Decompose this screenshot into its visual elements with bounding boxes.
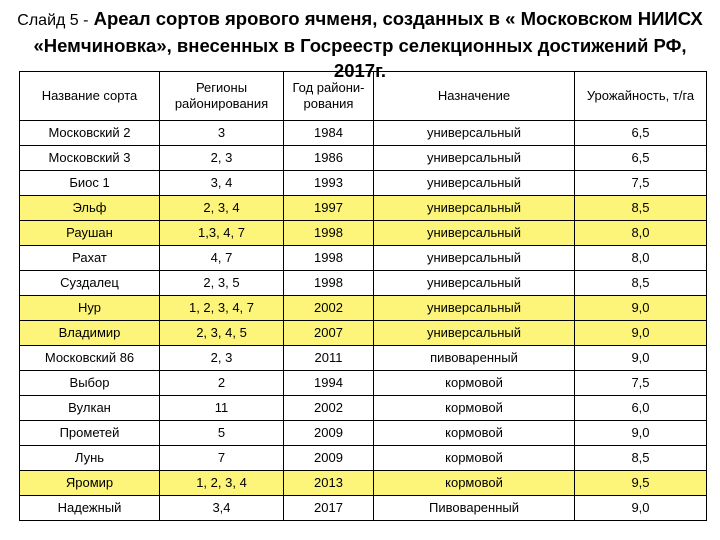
table-row bbox=[20, 246, 707, 271]
cell-purpose: универсальный bbox=[374, 196, 575, 221]
cell-name: Яромир bbox=[20, 471, 160, 496]
table-row bbox=[20, 446, 707, 471]
header-row bbox=[20, 72, 707, 121]
cell-name: Московский 86 bbox=[20, 346, 160, 371]
cell-year: 2017 bbox=[284, 496, 374, 521]
cell-year: 2009 bbox=[284, 446, 374, 471]
cell-yield: 9,0 bbox=[575, 346, 707, 371]
table-row bbox=[20, 371, 707, 396]
cell-regions: 5 bbox=[160, 421, 284, 446]
varieties-table bbox=[19, 71, 707, 521]
cell-yield: 8,5 bbox=[575, 271, 707, 296]
table-row bbox=[20, 296, 707, 321]
table-row bbox=[20, 196, 707, 221]
table-row bbox=[20, 471, 707, 496]
cell-name: Нур bbox=[20, 296, 160, 321]
table-body bbox=[20, 121, 707, 521]
table-row bbox=[20, 346, 707, 371]
cell-purpose: универсальный bbox=[374, 171, 575, 196]
cell-regions: 1, 2, 3, 4 bbox=[160, 471, 284, 496]
cell-name: Московский 2 bbox=[20, 121, 160, 146]
header-yield: Урожайность, т/га bbox=[575, 72, 707, 121]
table-row bbox=[20, 271, 707, 296]
cell-yield: 8,5 bbox=[575, 446, 707, 471]
cell-name: Раушан bbox=[20, 221, 160, 246]
cell-regions: 2, 3, 5 bbox=[160, 271, 284, 296]
cell-regions: 2, 3 bbox=[160, 346, 284, 371]
cell-regions: 11 bbox=[160, 396, 284, 421]
cell-year: 1998 bbox=[284, 221, 374, 246]
cell-yield: 6,5 bbox=[575, 146, 707, 171]
cell-purpose: универсальный bbox=[374, 271, 575, 296]
cell-year: 2013 bbox=[284, 471, 374, 496]
cell-purpose: Пивоваренный bbox=[374, 496, 575, 521]
cell-name: Московский 3 bbox=[20, 146, 160, 171]
cell-name: Вулкан bbox=[20, 396, 160, 421]
cell-regions: 2, 3, 4, 5 bbox=[160, 321, 284, 346]
cell-yield: 9,0 bbox=[575, 421, 707, 446]
cell-purpose: универсальный bbox=[374, 146, 575, 171]
cell-regions: 1,3, 4, 7 bbox=[160, 221, 284, 246]
cell-regions: 2, 3, 4 bbox=[160, 196, 284, 221]
cell-year: 2009 bbox=[284, 421, 374, 446]
cell-year: 1998 bbox=[284, 271, 374, 296]
cell-yield: 7,5 bbox=[575, 171, 707, 196]
cell-purpose: кормовой bbox=[374, 471, 575, 496]
cell-year: 2002 bbox=[284, 396, 374, 421]
cell-purpose: кормовой bbox=[374, 371, 575, 396]
cell-name: Прометей bbox=[20, 421, 160, 446]
cell-year: 1998 bbox=[284, 246, 374, 271]
cell-yield: 6,5 bbox=[575, 121, 707, 146]
cell-yield: 9,0 bbox=[575, 321, 707, 346]
table-row bbox=[20, 146, 707, 171]
cell-purpose: кормовой bbox=[374, 446, 575, 471]
table-row bbox=[20, 221, 707, 246]
cell-purpose: кормовой bbox=[374, 396, 575, 421]
cell-yield: 6,0 bbox=[575, 396, 707, 421]
cell-year: 2011 bbox=[284, 346, 374, 371]
header-regions: Регионы районирования bbox=[160, 72, 284, 121]
header-year: Год райони-рования bbox=[284, 72, 374, 121]
slide-number: Слайд 5 - bbox=[17, 12, 89, 29]
cell-purpose: универсальный bbox=[374, 246, 575, 271]
table-row bbox=[20, 496, 707, 521]
cell-year: 1993 bbox=[284, 171, 374, 196]
cell-name: Лунь bbox=[20, 446, 160, 471]
cell-regions: 3 bbox=[160, 121, 284, 146]
table-row bbox=[20, 396, 707, 421]
cell-regions: 3,4 bbox=[160, 496, 284, 521]
cell-regions: 7 bbox=[160, 446, 284, 471]
cell-yield: 8,5 bbox=[575, 196, 707, 221]
cell-name: Надежный bbox=[20, 496, 160, 521]
cell-regions: 2, 3 bbox=[160, 146, 284, 171]
cell-yield: 9,5 bbox=[575, 471, 707, 496]
cell-name: Биос 1 bbox=[20, 171, 160, 196]
cell-name: Выбор bbox=[20, 371, 160, 396]
cell-regions: 4, 7 bbox=[160, 246, 284, 271]
cell-name: Суздалец bbox=[20, 271, 160, 296]
table-row bbox=[20, 421, 707, 446]
cell-yield: 9,0 bbox=[575, 296, 707, 321]
cell-purpose: универсальный bbox=[374, 296, 575, 321]
cell-year: 2002 bbox=[284, 296, 374, 321]
header-purpose: Назначение bbox=[374, 72, 575, 121]
cell-purpose: универсальный bbox=[374, 221, 575, 246]
cell-year: 1997 bbox=[284, 196, 374, 221]
cell-regions: 3, 4 bbox=[160, 171, 284, 196]
cell-purpose: пивоваренный bbox=[374, 346, 575, 371]
cell-year: 2007 bbox=[284, 321, 374, 346]
table-row bbox=[20, 321, 707, 346]
cell-year: 1994 bbox=[284, 371, 374, 396]
cell-purpose: универсальный bbox=[374, 121, 575, 146]
cell-regions: 2 bbox=[160, 371, 284, 396]
cell-yield: 7,5 bbox=[575, 371, 707, 396]
cell-yield: 8,0 bbox=[575, 246, 707, 271]
slide-title-text: Ареал сортов ярового ячменя, созданных в « Московском НИИСХ «Немчиновка», внесенных в Госреестр селекционных достижений РФ, 2017г. bbox=[33, 8, 703, 81]
table-header bbox=[20, 72, 707, 121]
cell-name: Эльф bbox=[20, 196, 160, 221]
cell-year: 1986 bbox=[284, 146, 374, 171]
cell-yield: 9,0 bbox=[575, 496, 707, 521]
table-row bbox=[20, 171, 707, 196]
table-row bbox=[20, 121, 707, 146]
cell-name: Рахат bbox=[20, 246, 160, 271]
cell-purpose: кормовой bbox=[374, 421, 575, 446]
cell-regions: 1, 2, 3, 4, 7 bbox=[160, 296, 284, 321]
cell-year: 1984 bbox=[284, 121, 374, 146]
header-name: Название сорта bbox=[20, 72, 160, 121]
cell-purpose: универсальный bbox=[374, 321, 575, 346]
cell-yield: 8,0 bbox=[575, 221, 707, 246]
cell-name: Владимир bbox=[20, 321, 160, 346]
